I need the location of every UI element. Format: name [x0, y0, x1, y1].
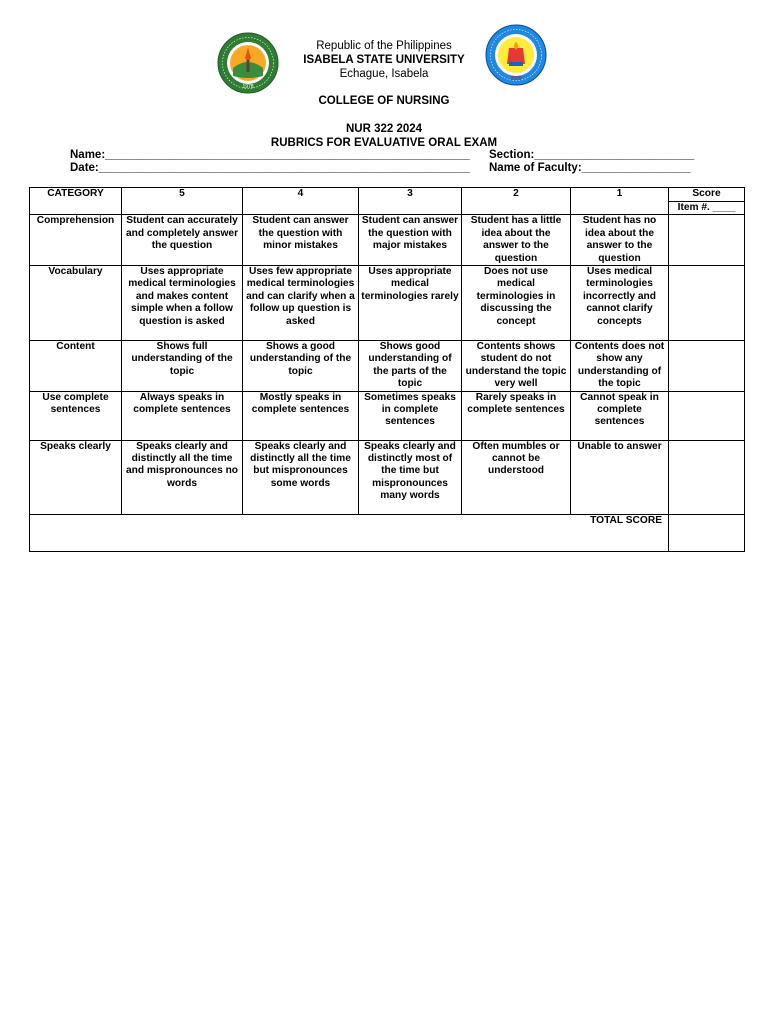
class-fields: [489, 149, 694, 175]
criterion-cell: Always speaks in complete sentences: [122, 391, 243, 440]
student-fields: [70, 149, 470, 175]
table-row: [30, 341, 745, 392]
college-name: COLLEGE OF NURSING: [318, 95, 450, 107]
category-cell: Speaks clearly: [30, 440, 122, 514]
criterion-cell: Uses few appropriate medical terminologies and can clarify when a follow up question is asked: [243, 266, 359, 341]
category-cell: Content: [30, 341, 122, 392]
criterion-cell: Uses medical terminologies incorrectly and cannot clarify concepts: [571, 266, 669, 341]
total-score-label: TOTAL SCORE: [30, 514, 669, 551]
table-row: [30, 391, 745, 440]
university-name: ISABELA STATE UNIVERSITY: [303, 54, 465, 66]
document-title-block: [0, 122, 768, 150]
section-field[interactable]: Section:_________________________: [489, 149, 695, 161]
country-line: Republic of the Philippines: [316, 40, 452, 52]
header-category: CATEGORY: [30, 188, 122, 215]
criterion-cell: Cannot speak in complete sentences: [571, 391, 669, 440]
criterion-cell: Does not use medical terminologies in discussing the concept: [462, 266, 571, 341]
header-score-4: 4: [243, 188, 359, 215]
header-score-3: 3: [359, 188, 462, 215]
score-cell[interactable]: [669, 215, 745, 266]
criterion-cell: Contents does not show any understanding of the topic: [571, 341, 669, 392]
name-field[interactable]: Name:_________________________________________________________: [70, 149, 470, 161]
score-cell[interactable]: [669, 266, 745, 341]
rubric-title: RUBRICS FOR EVALUATIVE ORAL EXAM: [270, 137, 498, 149]
course-code: NUR 322 2024: [345, 123, 423, 135]
criterion-cell: Shows a good understanding of the topic: [243, 341, 359, 392]
score-cell[interactable]: [669, 391, 745, 440]
criterion-cell: Contents shows student do not understand the topic very well: [462, 341, 571, 392]
right-logo-year: 2009: [510, 76, 522, 82]
category-cell: Comprehension: [30, 215, 122, 266]
header-score-1: 1: [571, 188, 669, 215]
table-row: [30, 215, 745, 266]
faculty-field[interactable]: Name of Faculty:_________________: [489, 162, 691, 174]
criterion-cell: Mostly speaks in complete sentences: [243, 391, 359, 440]
date-field[interactable]: Date:__________________________________________________________: [70, 162, 470, 174]
criterion-cell: Student has no idea about the answer to the question: [571, 215, 669, 266]
category-cell: Use complete sentences: [30, 391, 122, 440]
criterion-cell: Speaks clearly and distinctly all the time and mispronounces no words: [122, 440, 243, 514]
letterhead: [0, 40, 768, 81]
table-row: [30, 440, 745, 514]
criterion-cell: Speaks clearly and distinctly most of the time but mispronounces many words: [359, 440, 462, 514]
total-row: [30, 514, 745, 551]
criterion-cell: Often mumbles or cannot be understood: [462, 440, 571, 514]
criterion-cell: Shows full understanding of the topic: [122, 341, 243, 392]
header-score: Score: [669, 188, 745, 202]
criterion-cell: Student has a little idea about the answer to the question: [462, 215, 571, 266]
criterion-cell: Shows good understanding of the parts of the topic: [359, 341, 462, 392]
header-score-2: 2: [462, 188, 571, 215]
criterion-cell: Student can answer the question with minor mistakes: [243, 215, 359, 266]
criterion-cell: Student can accurately and completely answer the question: [122, 215, 243, 266]
criterion-cell: Student can answer the question with major mistakes: [359, 215, 462, 266]
criterion-cell: Sometimes speaks in complete sentences: [359, 391, 462, 440]
score-cell[interactable]: [669, 341, 745, 392]
university-location: Echague, Isabela: [339, 68, 429, 80]
left-logo-year: 1978: [242, 84, 254, 90]
criterion-cell: Speaks clearly and distinctly all the time but mispronounces some words: [243, 440, 359, 514]
criterion-cell: Uses appropriate medical terminologies and makes content simple when a follow question is asked: [122, 266, 243, 341]
header-row: [30, 188, 745, 202]
total-score-cell[interactable]: [669, 514, 745, 551]
criterion-cell: Uses appropriate medical terminologies rarely: [359, 266, 462, 341]
header-score-5: 5: [122, 188, 243, 215]
score-cell[interactable]: [669, 440, 745, 514]
table-row: [30, 266, 745, 341]
rubric-table: [29, 187, 745, 552]
item-number-field[interactable]: Item #. ____: [669, 202, 745, 215]
criterion-cell: Unable to answer: [571, 440, 669, 514]
category-cell: Vocabulary: [30, 266, 122, 341]
criterion-cell: Rarely speaks in complete sentences: [462, 391, 571, 440]
